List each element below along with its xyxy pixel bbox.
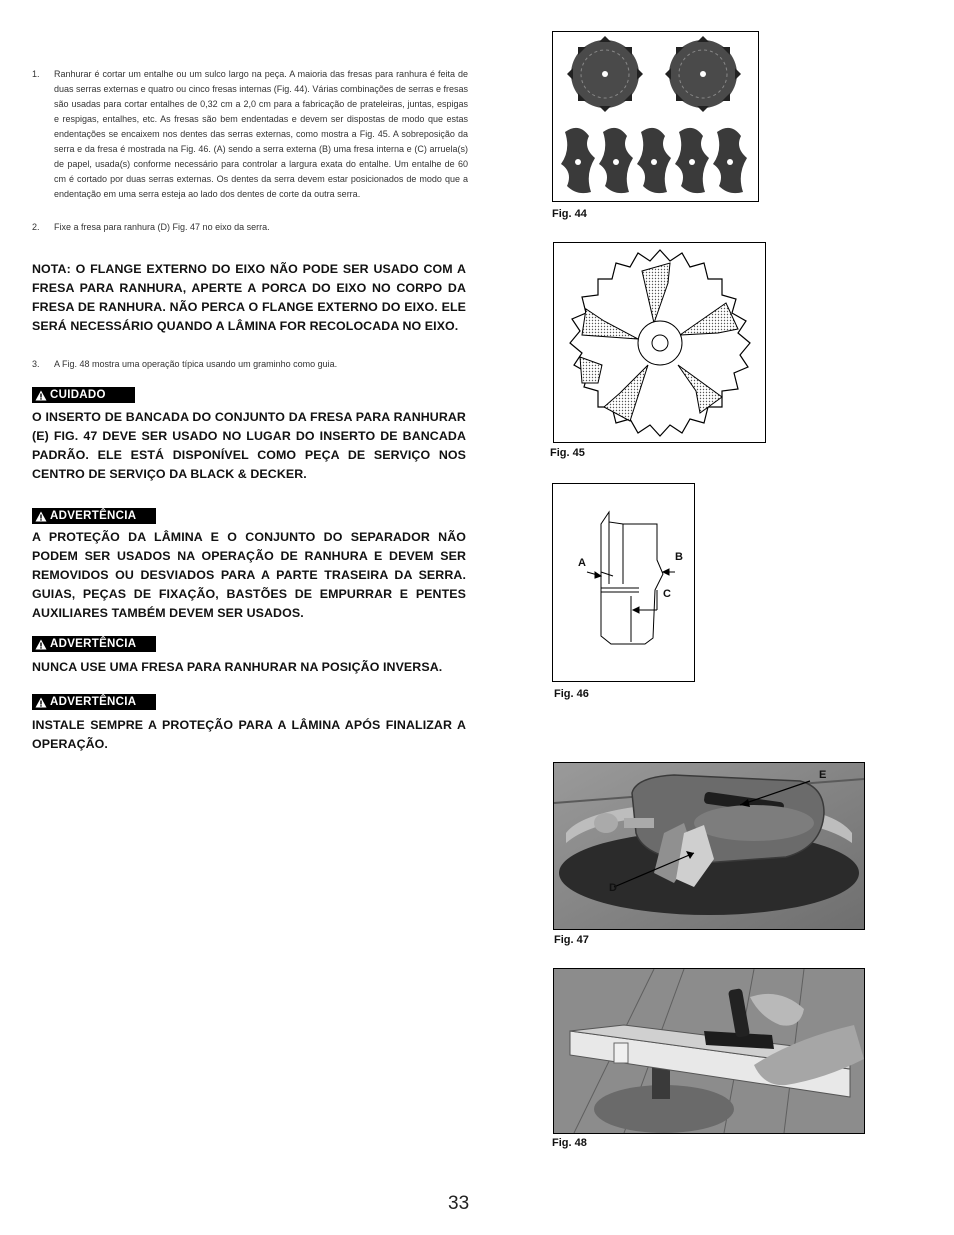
list-item-1 [32, 67, 468, 202]
fig48-image [553, 968, 865, 1134]
fig48-caption: Fig. 48 [552, 1137, 587, 1149]
list-text: Fixe a fresa para ranhura (D) Fig. 47 no eixo da serra. [54, 222, 270, 232]
list-item-3 [32, 357, 468, 372]
advertencia-badge [32, 636, 156, 652]
fig46-label-a: A [578, 557, 586, 569]
fig47-caption: Fig. 47 [554, 934, 589, 946]
list-number: 1. [32, 69, 40, 79]
badge-label: ADVERTÊNCIA [50, 638, 137, 650]
fig46-caption: Fig. 46 [554, 688, 589, 700]
warning-triangle-icon [35, 511, 47, 522]
dado-insert-photo [554, 763, 864, 929]
overlap-section-diagram [553, 484, 694, 681]
fig46-label-b: B [675, 551, 683, 563]
fig47-label-d: D [609, 882, 617, 894]
list-text: A Fig. 48 mostra uma operação típica usando um graminho como guia. [54, 359, 338, 369]
advertencia-text: A PROTEÇÃO DA LÂMINA E O CONJUNTO DO SEPARADOR NÃO PODEM SER USADOS NA OPERAÇÃO DE RANHURA E DEVEM SER REMOVIDOS OU DESVIADOS PARA A PARTE TRASEIRA DA SERRA. GUIAS, PEÇAS DE FIXAÇÃO, BASTÕES DE EMPURRAR E PENTES AUXILIARES TAMBÉM DEVEM SER USADOS. [32, 530, 466, 620]
fig46-image [552, 483, 695, 682]
nota-paragraph: NOTA: O FLANGE EXTERNO DO EIXO NÃO PODE SER USADO COM A FRESA PARA RANHURA, APERTE A PORCA DO EIXO NO CORPO DA FRESA DE RANHURA. NÃO PERCA O FLANGE EXTERNO DO EIXO. ELE SERÁ NECESSÁRIO QUANDO A LÂMINA FOR RECOLOCADA NO EIXO. [32, 262, 466, 333]
page-number: 33 [448, 1193, 470, 1214]
cuidado-badge [32, 387, 135, 403]
fig44-image [552, 31, 759, 202]
fig44-caption: Fig. 44 [552, 208, 587, 220]
fig47-label-e: E [819, 769, 827, 781]
saw-and-chipper-overlap-illustration [554, 243, 765, 442]
badge-label: ADVERTÊNCIA [50, 696, 137, 708]
cuidado-text: O INSERTO DE BANCADA DO CONJUNTO DA FRESA PARA RANHURAR (E) FIG. 47 DEVE SER USADO NO LUGAR DO INSERTO DE BANCADA PADRÃO. ELE ESTÁ DISPONÍVEL COMO PEÇA DE SERVIÇO NOS CENTRO DE SERVIÇO DA BLACK & DECKER. [32, 410, 466, 481]
badge-label: ADVERTÊNCIA [50, 510, 137, 522]
advertencia-text: INSTALE SEMPRE A PROTEÇÃO PARA A LÂMINA APÓS FINALIZAR A OPERAÇÃO. [32, 718, 466, 751]
fig47-image [553, 762, 865, 930]
advertencia-badge [32, 694, 156, 710]
dado-operation-photo [554, 969, 864, 1133]
list-text: Ranhurar é cortar um entalhe ou um sulco largo na peça. A maioria das fresas para ranhura é feita de duas serras externas e quatro ou cinco fresas internas (Fig. 44). Várias combinações de serras e fresas são usadas para cortar entalhes de 0,32 cm a 2,0 cm para a fabricação de prateleiras, juntas, espigas e respigas, entalhes, etc. As fresas são bem endentadas e devem ser dispostas de modo que estas endentações se encaixem nos dentes das serras externas, como mostra a Fig. 45. A sobreposição da serra e da fresa é mostrada na Fig. 46. (A) sendo a serra externa (B) uma fresa interna e (C) arruela(s) de papel, usada(s) conforme necessário para controlar a largura exata do entalhe. Um entalhe de 60 cm é cortado por duas serras externas. Os dentes da serra devem estar posicionados de modo que a endentação em uma serra esteja ao lado dos dentes de corte da outra serra. [54, 69, 468, 199]
advertencia-text: NUNCA USE UMA FRESA PARA RANHURAR NA POSIÇÃO INVERSA. [32, 660, 443, 674]
fig46-label-c: C [663, 588, 671, 600]
list-item-2 [32, 220, 468, 235]
list-number: 3. [32, 359, 40, 369]
warning-triangle-icon [35, 697, 47, 708]
dado-blades-illustration [553, 32, 758, 201]
warning-triangle-icon [35, 639, 47, 650]
fig45-image [553, 242, 766, 443]
warning-triangle-icon [35, 390, 47, 401]
list-number: 2. [32, 222, 40, 232]
badge-label: CUIDADO [50, 389, 106, 401]
advertencia-badge [32, 508, 156, 524]
fig45-caption: Fig. 45 [550, 447, 585, 459]
